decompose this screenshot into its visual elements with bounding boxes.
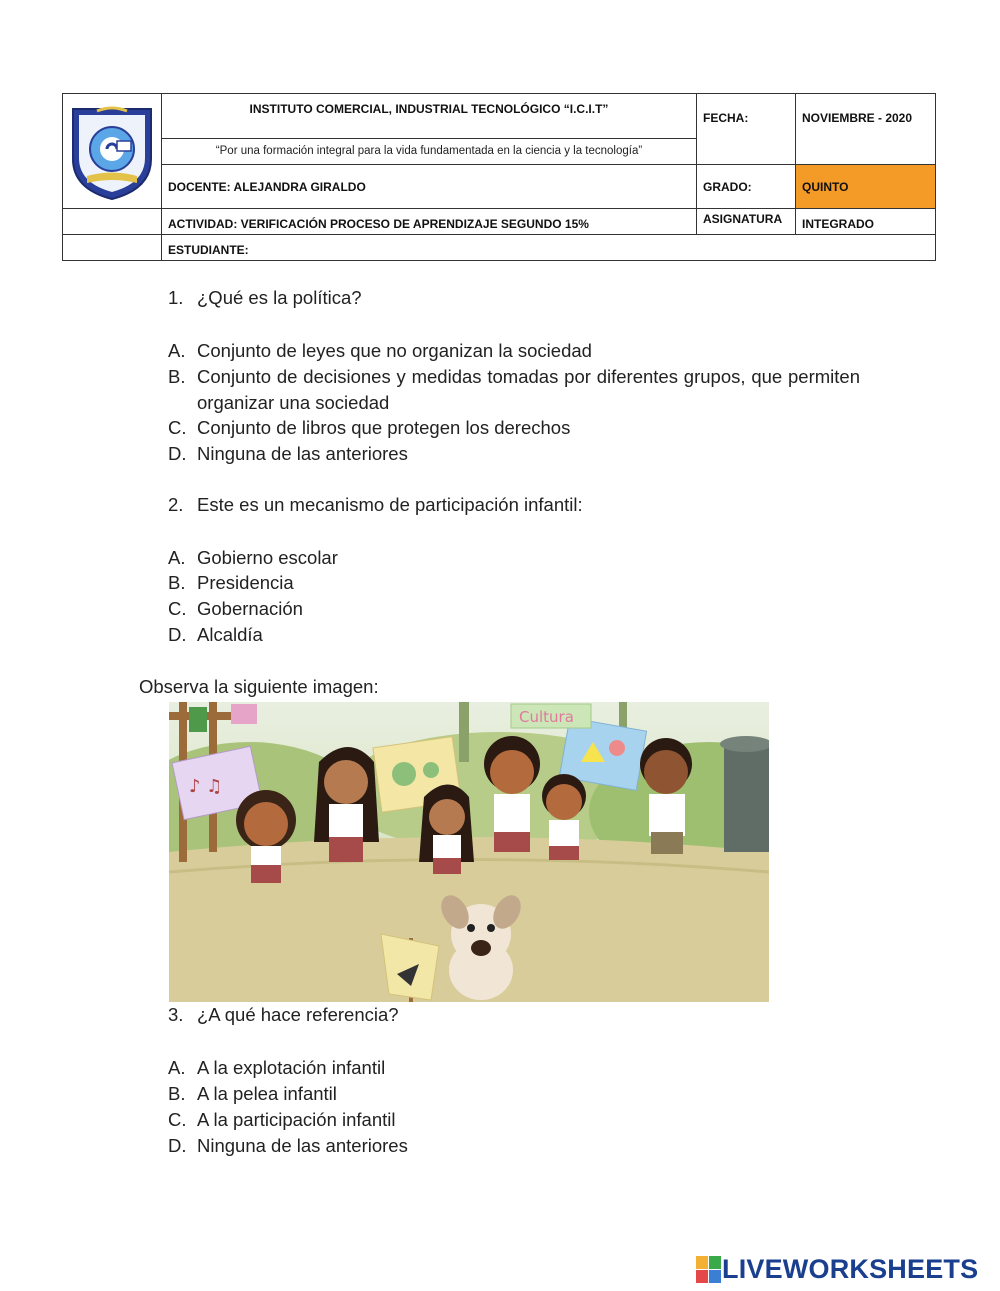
option-text: Conjunto de libros que protegen los derechos [197,417,571,438]
option-label: A. [168,547,186,568]
grado-value-cell [795,164,936,209]
option-text: Conjunto de decisiones y medidas tomadas por diferentes grupos, que permiten organizar una sociedad [197,366,860,413]
institution-name: INSTITUTO COMERCIAL, INDUSTRIAL TECNOLÓGICO “I.C.I.T” [249,102,609,116]
option-label: B. [168,366,186,387]
cultura-label: Cultura [519,708,574,726]
option-label: B. [168,1083,186,1104]
question-number: 2. [168,494,184,515]
question-text: Este es un mecanismo de participación infantil: [197,494,583,515]
option-text: Alcaldía [197,624,263,645]
q2-option-c[interactable] [168,596,860,622]
asignatura-label: ASIGNATURA [703,212,783,226]
observe-instruction: Observa la siguiente imagen: [139,676,379,697]
institution-motto: “Por una formación integral para la vida fundamentada en la ciencia y la tecnología” [215,145,643,157]
institution-cell [161,93,697,139]
question-text: ¿A qué hace referencia? [197,1004,399,1025]
docente-cell [161,164,697,209]
question-text: ¿Qué es la política? [197,287,362,308]
liveworksheets-logo[interactable] [696,1254,978,1285]
grado-value: QUINTO [802,180,849,194]
option-text: A la pelea infantil [197,1083,337,1104]
actividad-text: ACTIVIDAD: VERIFICACIÓN PROCESO DE APRENDIZAJE SEGUNDO 15% [168,217,589,231]
option-label: D. [168,1135,187,1156]
q3-option-d[interactable] [168,1133,860,1159]
estudiante-cell [161,234,936,261]
liveworksheets-brand: LIVEWORKSHEETS [722,1254,979,1284]
q2-option-a[interactable] [168,545,860,571]
fecha-label: FECHA: [703,111,749,125]
option-label: C. [168,1109,187,1130]
asignatura-value: INTEGRADO [802,217,874,231]
q1-option-c[interactable] [168,415,860,441]
option-text: Ninguna de las anteriores [197,1135,408,1156]
option-text: Ninguna de las anteriores [197,443,408,464]
dog-flag [381,934,439,1002]
docente-text: DOCENTE: ALEJANDRA GIRALDO [168,180,366,194]
q1-option-d[interactable] [168,441,860,467]
option-text: A la explotación infantil [197,1057,386,1078]
option-text: Gobierno escolar [197,547,338,568]
question-1 [168,287,362,309]
svg-text:♪ ♫: ♪ ♫ [189,776,223,797]
q3-option-b[interactable] [168,1081,860,1107]
fecha-value-cell [795,93,936,165]
child-figure [419,785,474,875]
motto-cell [161,138,697,165]
school-logo-cell [62,93,162,209]
q2-option-d[interactable] [168,622,860,648]
fecha-value: NOVIEMBRE - 2020 [802,111,913,125]
option-text: Conjunto de leyes que no organizan la sociedad [197,340,592,361]
cultura-sign [511,704,591,728]
asignatura-label-cell [696,208,796,235]
option-label: A. [168,1057,186,1078]
fecha-label-cell [696,93,796,165]
question-2 [168,494,583,516]
actividad-cell [161,208,697,235]
empty-cell-2 [62,234,162,261]
grado-label-cell [696,164,796,209]
q2-option-b[interactable] [168,570,860,596]
children-participation-illustration [169,702,769,1002]
option-text: Presidencia [197,572,294,593]
question-number: 1. [168,287,184,308]
option-text: Gobernación [197,598,303,619]
option-label: D. [168,443,187,464]
header-table [62,93,936,261]
empty-cell-1 [62,208,162,235]
question-3 [168,1004,399,1026]
option-label: C. [168,417,187,438]
option-text: A la participación infantil [197,1109,396,1130]
school-crest-icon [67,101,157,201]
liveworksheets-blocks-icon [696,1256,722,1284]
option-label: B. [168,572,186,593]
question-number: 3. [168,1004,184,1025]
q1-option-a[interactable] [168,338,860,364]
option-label: C. [168,598,187,619]
option-label: A. [168,340,186,361]
q3-option-a[interactable] [168,1055,860,1081]
option-label: D. [168,624,187,645]
estudiante-label: ESTUDIANTE: [168,243,249,257]
q1-option-b[interactable] [168,364,860,415]
grado-label: GRADO: [703,180,752,194]
q3-option-c[interactable] [168,1107,860,1133]
asignatura-value-cell [795,208,936,235]
